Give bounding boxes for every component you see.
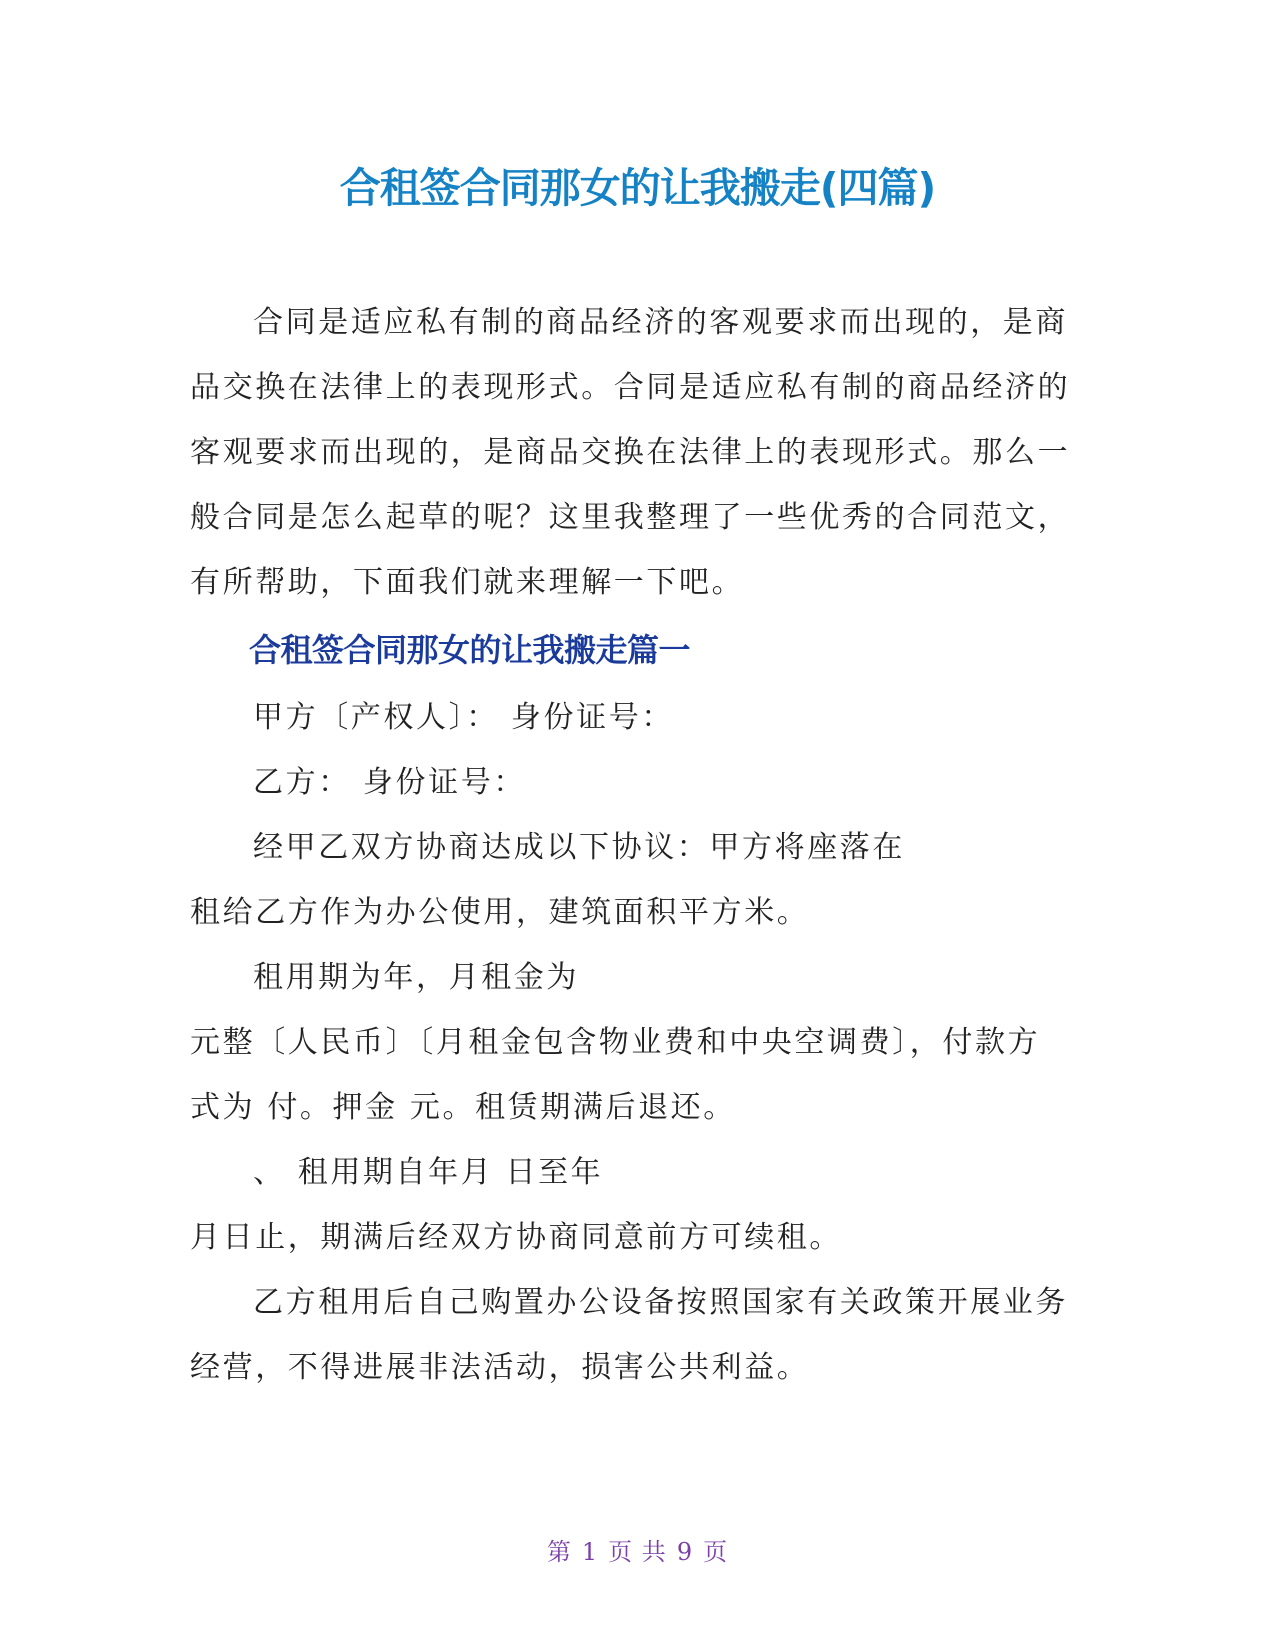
- body-line: 甲方〔产权人〕： 身份证号：: [253, 700, 674, 735]
- footer-middle: 页 共: [608, 1538, 667, 1566]
- footer-suffix: 页: [703, 1538, 729, 1566]
- body-line: 租用期为年，月租金为: [253, 960, 579, 995]
- intro-line: 有所帮助，下面我们就来理解一下吧。: [190, 565, 745, 600]
- document-title: 合租签合同那女的让我搬走(四篇): [339, 164, 936, 212]
- body-line: 元整〔人民币〕〔月租金包含物业费和中央空调费〕，付款方: [190, 1025, 1041, 1060]
- body-line: 租给乙方作为办公使用，建筑面积平方米。: [190, 895, 810, 930]
- body-line: 月日止，期满后经双方协商同意前方可续租。: [190, 1220, 842, 1255]
- intro-line: 品交换在法律上的表现形式。合同是适应私有制的商品经济的: [190, 370, 1071, 405]
- footer-total-pages: 9: [676, 1538, 694, 1566]
- intro-line: 般合同是怎么起草的呢？这里我整理了一些优秀的合同范文，: [190, 500, 1071, 535]
- body-line: 经营，不得进展非法活动，损害公共利益。: [190, 1350, 810, 1385]
- body-line: 乙方： 身份证号：: [253, 765, 526, 800]
- body-line: 式为 付。押金 元。租赁期满后退还。: [190, 1090, 736, 1125]
- body-line: 乙方租用后自己购置办公设备按照国家有关政策开展业务: [253, 1285, 1068, 1320]
- intro-line: 客观要求而出现的，是商品交换在法律上的表现形式。那么一: [190, 435, 1071, 470]
- page-footer: [0, 1537, 1275, 1567]
- footer-page-number: 1: [581, 1538, 599, 1566]
- intro-line: 合同是适应私有制的商品经济的客观要求而出现的，是商: [253, 305, 1068, 340]
- document-body: [190, 290, 1090, 1400]
- body-line: 经甲乙双方协商达成以下协议：甲方将座落在: [253, 830, 905, 865]
- section-heading: 合租签合同那女的让我搬走篇一: [249, 631, 691, 669]
- body-line: 、 租用期自年月 日至年: [253, 1155, 604, 1190]
- footer-prefix: 第: [546, 1538, 572, 1566]
